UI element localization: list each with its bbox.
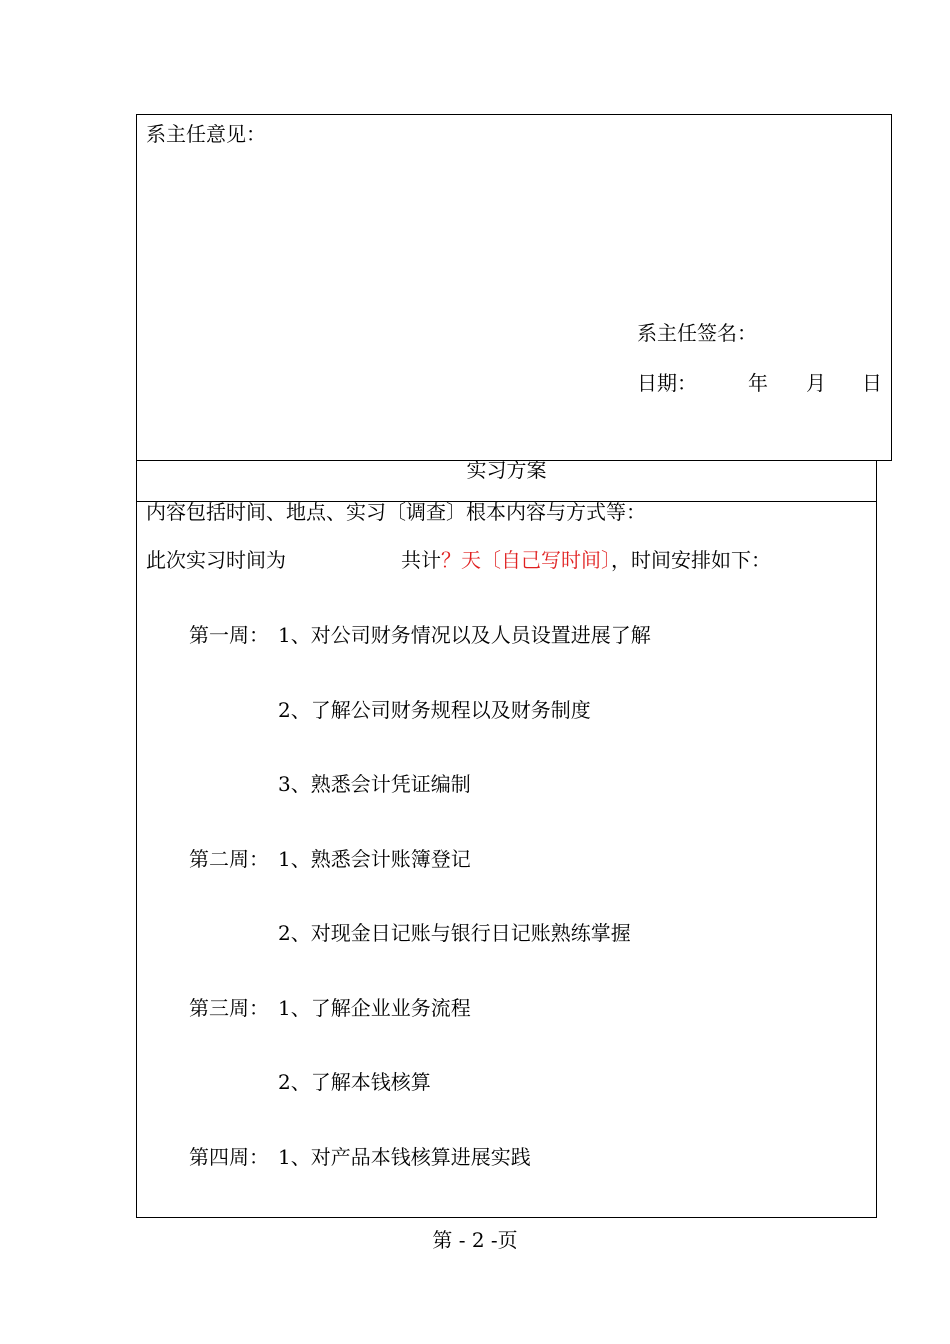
week-3-item-1: 1、了解企业业务流程 bbox=[278, 996, 471, 1020]
week-2-item-1: 1、熟悉会计账簿登记 bbox=[278, 847, 471, 871]
director-signature-label: 系主任签名： bbox=[637, 321, 757, 345]
year-label: 年 bbox=[748, 371, 768, 395]
week-1-item-3: 3、熟悉会计凭证编制 bbox=[278, 772, 471, 796]
date-label: 日期： bbox=[637, 371, 697, 395]
content-note: 内容包括时间、地点、实习〔调查〕根本内容与方式等： bbox=[146, 500, 646, 524]
time-total-line bbox=[401, 548, 771, 572]
director-opinion-box bbox=[136, 114, 892, 461]
time-intro: 此次实习时间为 bbox=[146, 548, 286, 572]
page-number: 第 - 2 -页 bbox=[432, 1228, 518, 1252]
week-1-item-1: 1、对公司财务情况以及人员设置进展了解 bbox=[278, 623, 651, 647]
week-4-item-1: 1、对产品本钱核算进展实践 bbox=[278, 1145, 531, 1169]
day-label: 日 bbox=[862, 371, 882, 395]
plan-title: 实习方案 bbox=[466, 458, 547, 482]
week-1-label: 第一周： bbox=[189, 623, 269, 647]
days-placeholder: ？天〔自己写时间〕 bbox=[441, 548, 611, 572]
week-2-item-2: 2、对现金日记账与银行日记账熟练掌握 bbox=[278, 921, 631, 945]
week-2-label: 第二周： bbox=[189, 847, 269, 871]
month-label: 月 bbox=[806, 371, 826, 395]
week-1-item-2: 2、了解公司财务规程以及财务制度 bbox=[278, 698, 591, 722]
director-opinion-label: 系主任意见： bbox=[146, 122, 266, 146]
total-prefix: 共计 bbox=[401, 548, 441, 572]
week-3-item-2: 2、了解本钱核算 bbox=[278, 1070, 431, 1094]
week-4-label: 第四周： bbox=[189, 1145, 269, 1169]
schedule-suffix: ，时间安排如下： bbox=[611, 548, 771, 572]
week-3-label: 第三周： bbox=[189, 996, 269, 1020]
time-intro-line bbox=[146, 548, 286, 572]
